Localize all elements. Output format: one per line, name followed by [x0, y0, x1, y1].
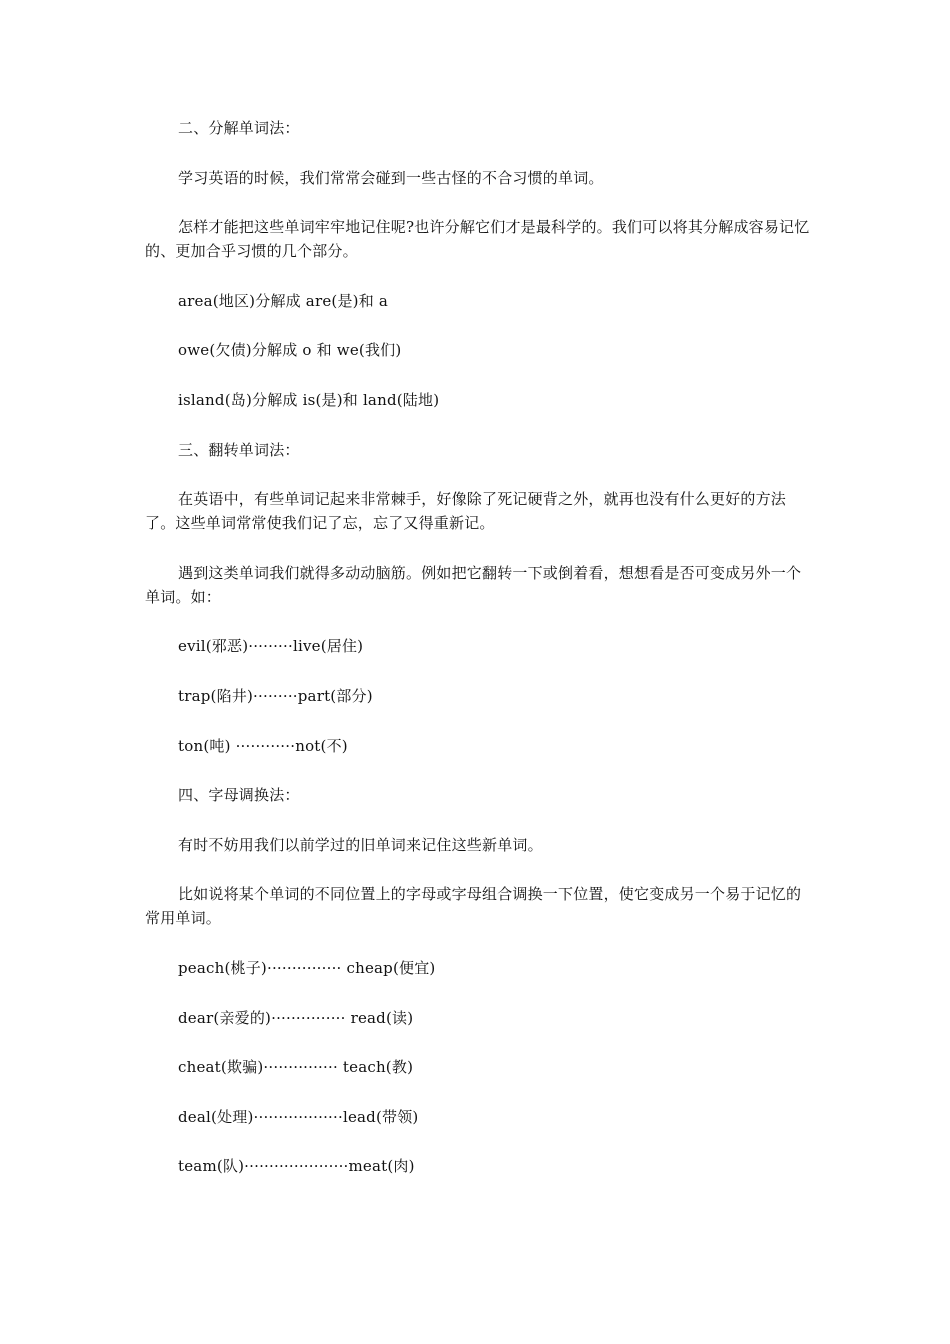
example-line: owe(欠债)分解成 o 和 we(我们): [178, 341, 402, 360]
example-line: area(地区)分解成 are(是)和 a: [178, 291, 389, 310]
section-heading-reverse: 三、翻转单词法：: [178, 440, 300, 459]
example-line: deal(处理)··················lead(带领): [178, 1107, 419, 1126]
paragraph: 有时不妨用我们以前学过的旧单词来记住这些新单词。: [178, 835, 543, 854]
example-line: island(岛)分解成 is(是)和 land(陆地): [178, 390, 440, 409]
example-line: ton(吨) ············not(不): [178, 736, 348, 755]
section-heading-swap: 四、字母调换法：: [178, 786, 300, 805]
paragraph: 遇到这类单词我们就得多动动脑筋。例如把它翻转一下或倒着看，想想看是否可变成另外一个单词。如：: [145, 563, 802, 606]
example-line: cheat(欺骗)··············· teach(教): [178, 1058, 414, 1077]
paragraph: 在英语中，有些单词记起来非常棘手，好像除了死记硬背之外，就再也没有什么更好的方法了。这些单词常常使我们记了忘，忘了又得重新记。: [145, 490, 787, 533]
example-line: peach(桃子)··············· cheap(便宜): [178, 958, 436, 977]
example-line: evil(邪恶)·········live(居住): [178, 637, 364, 656]
paragraph: 学习英语的时候，我们常常会碰到一些古怪的不合习惯的单词。: [178, 168, 604, 187]
example-line: dear(亲爱的)··············· read(读): [178, 1008, 414, 1027]
example-line: team(队)·····················meat(肉): [178, 1157, 415, 1176]
section-heading-decompose: 二、分解单词法：: [178, 119, 300, 137]
example-line: trap(陷井)·········part(部分): [178, 686, 373, 705]
document-body: [145, 116, 810, 1204]
paragraph: 怎样才能把这些单词牢牢地记住呢?也许分解它们才是最科学的。我们可以将其分解成容易记忆的、更加合乎习惯的几个部分。: [145, 218, 810, 261]
paragraph: 比如说将某个单词的不同位置上的字母或字母组合调换一下位置，使它变成另一个易于记忆的常用单词。: [145, 885, 802, 928]
